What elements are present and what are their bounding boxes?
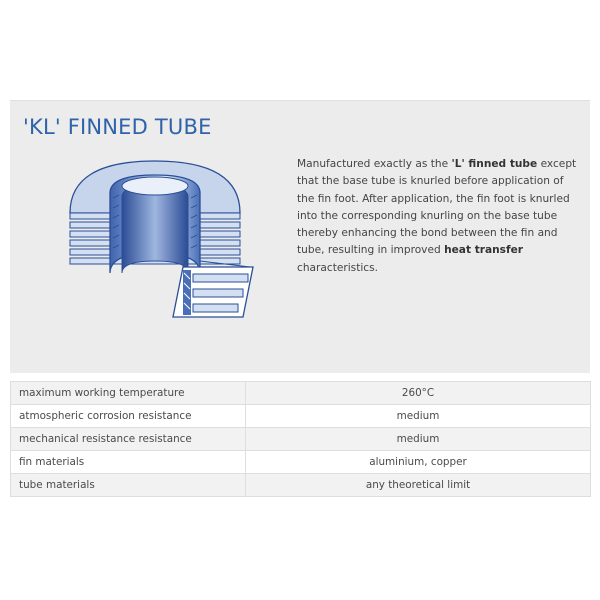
finned-tube-illustration [50,153,260,323]
detail-inset [173,267,253,317]
spec-label: maximum working temperature [11,382,246,405]
spec-value: aluminium, copper [246,451,591,474]
spec-label: mechanical resistance resistance [11,428,246,451]
product-title: 'KL' FINNED TUBE [23,115,212,139]
spec-value: medium [246,428,591,451]
spec-value: 260°C [246,382,591,405]
description-text-1: Manufactured exactly as the [297,158,452,170]
spec-label: atmospheric corrosion resistance [11,405,246,428]
table-row [11,428,591,451]
description-text-3: characteristics. [297,261,378,274]
specs-table [10,381,591,497]
spec-value: medium [246,405,591,428]
spec-label: tube materials [11,474,246,497]
table-row [11,451,591,474]
table-row [11,474,591,497]
description-text-2: except that the base tube is knurled before application of the fin foot. After application, the fin foot is knurled into the corresponding knurling on the base tube thereby enhancing the bond between the fin and tube, resulting in improved [297,158,577,257]
spec-label: fin materials [11,451,246,474]
table-row [11,382,591,405]
description-bold-1: 'L' finned tube [451,158,538,170]
description-bold-2: heat transfer [444,244,523,257]
product-description [297,156,579,277]
table-row [11,405,591,428]
product-panel [10,100,590,373]
spec-value: any theoretical limit [246,474,591,497]
